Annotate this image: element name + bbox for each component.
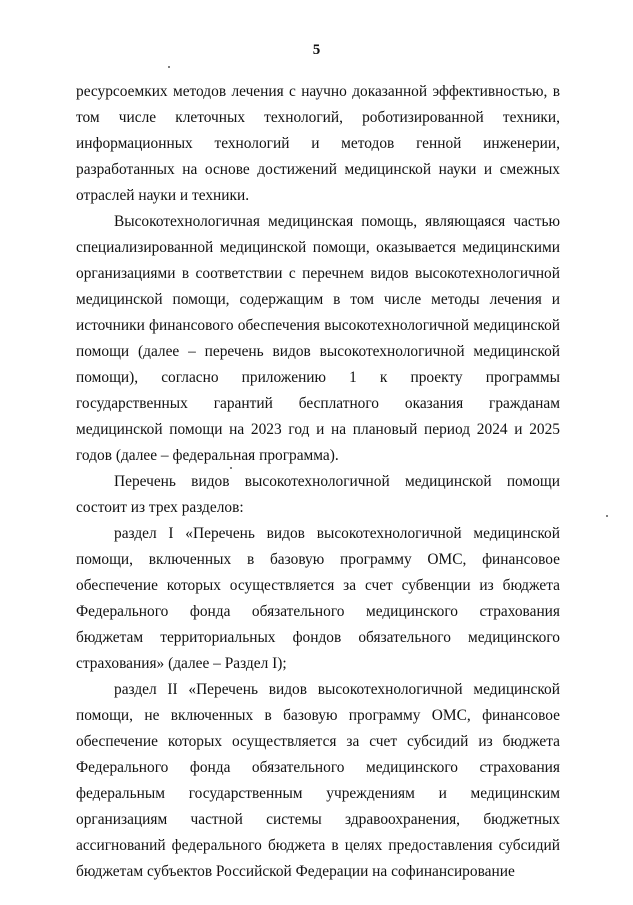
- scan-speck: [168, 66, 170, 68]
- paragraph-section-1: раздел I «Перечень видов высокотехнологичной медицинской помощи, включенных в базовую программу ОМС, финансовое обеспечение которых осуществляется за счет субвенции из бюджета Федерального фонда обязательного медицинского страхования бюджетам территориальных фондов обязательного медицинского страхования» (далее – Раздел I);: [76, 525, 560, 672]
- page-number: 5: [312, 42, 321, 58]
- document-body: [76, 79, 560, 885]
- scan-speck: [230, 467, 232, 469]
- paragraph-sections-intro: Перечень видов высокотехнологичной медицинской помощи состоит из трех разделов:: [76, 473, 560, 516]
- paragraph-continuation: ресурсоемких методов лечения с научно доказанной эффективностью, в том числе клеточных технологий, роботизированной техники, информационных технологий и методов генной инженерии, разработанных на основе достижений медицинской науки и смежных отраслей науки и техники.: [76, 83, 560, 204]
- scan-speck: [606, 515, 608, 517]
- paragraph-high-tech-care: Высокотехнологичная медицинская помощь, являющаяся частью специализированной медицинской помощи, оказывается медицинскими организациями в соответствии с перечнем видов высокотехнологичной медицинской помощи, содержащим в том числе методы лечения и источники финансового обеспечения высокотехнологичной медицинской помощи (далее – перечень видов высокотехнологичной медицинской помощи), согласно приложению 1 к проекту программы государственных гарантий бесплатного оказания гражданам медицинской помощи на 2023 год и на плановый период 2024 и 2025 годов (далее – федеральная программа).: [76, 213, 560, 464]
- paragraph-section-2: раздел II «Перечень видов высокотехнологичной медицинской помощи, не включенных в базовую программу ОМС, финансовое обеспечение которых осуществляется за счет субсидий из бюджета Федерального фонда обязательного медицинского страхования федеральным государственным учреждениям и медицинским организациям частной системы здравоохранения, бюджетных ассигнований федерального бюджета в целях предоставления субсидий бюджетам субъектов Российской Федерации на софинансирование: [76, 681, 560, 880]
